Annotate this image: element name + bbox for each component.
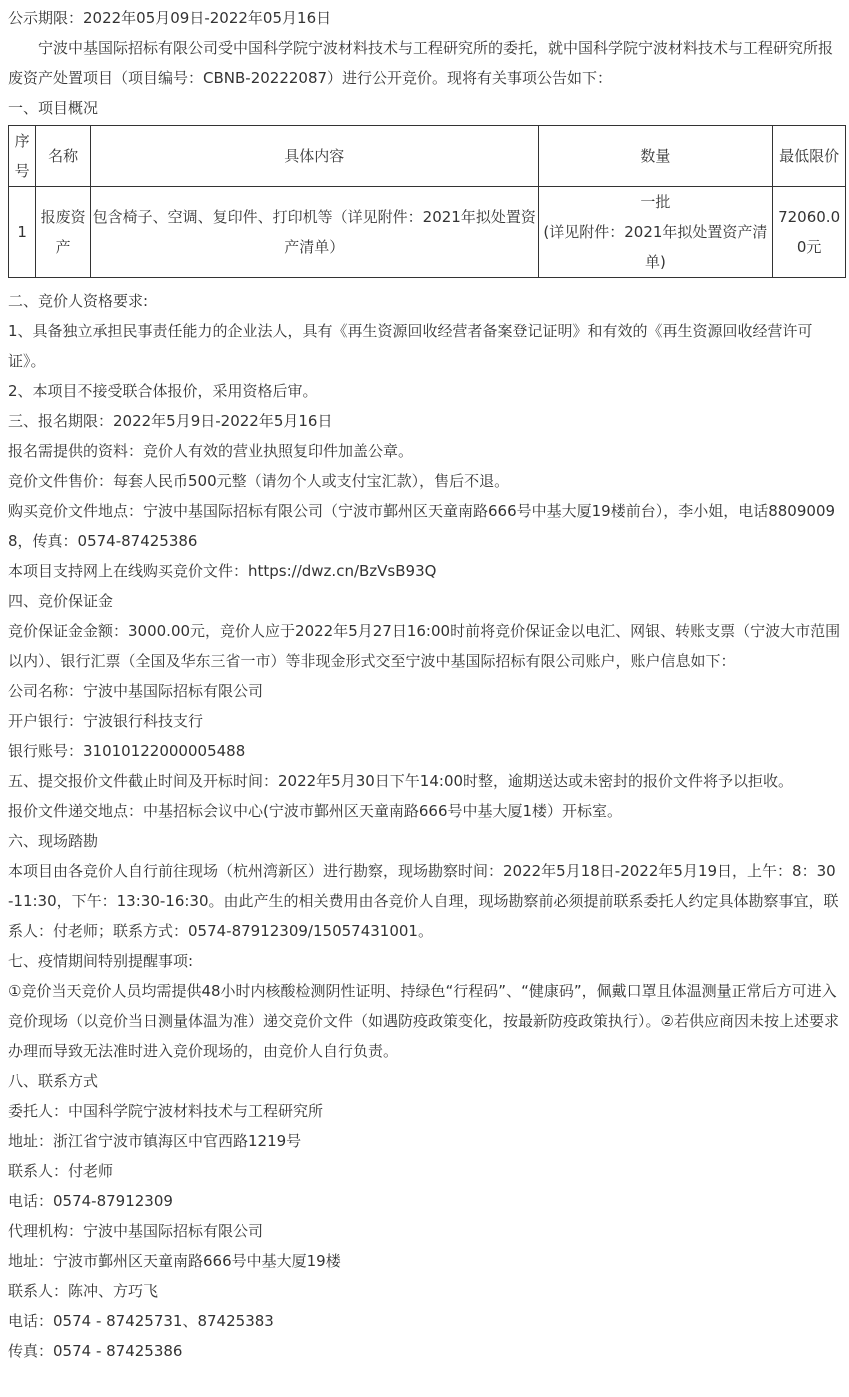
cell-min-price: 72060.00元 [773,187,846,278]
header-content: 具体内容 [90,126,538,187]
client-name: 委托人：中国科学院宁波材料技术与工程研究所 [8,1102,324,1120]
client-address: 地址：浙江省宁波市镇海区中官西路1219号 [8,1132,302,1150]
submission-location: 报价文件递交地点：中基招标会议中心(宁波市鄞州区天童南路666号中基大厦1楼）开标室。 [8,802,623,820]
agency-contact: 联系人：陈冲、方巧飞 [8,1282,159,1300]
quantity-line-1: 一批 [640,193,671,211]
agency-phone: 电话：0574 - 87425731、87425383 [8,1312,274,1330]
online-purchase-link[interactable]: 本项目支持网上在线购买竞价文件：https://dwz.cn/BzVsB93Q [8,562,437,580]
section-5-title: 五、提交报价文件截止时间及开标时间：2022年5月30日下午14:00时整，逾期送达或未密封的报价文件将予以拒收。 [8,772,794,790]
table-row [9,187,846,278]
section-4-title: 四、竞价保证金 [8,592,114,610]
agency-name: 代理机构：宁波中基国际招标有限公司 [8,1222,264,1240]
section-2-title: 二、竞价人资格要求: [8,292,149,310]
registration-materials: 报名需提供的资料：竞价人有效的营业执照复印件加盖公章。 [8,442,414,460]
site-visit-details: 本项目由各竞价人自行前往现场（杭州湾新区）进行勘察，现场勘察时间：2022年5月18日-2022年5月19日，上午：8：30-11:30，下午：13:30-16:30。由此产生的相关费用由各竞价人自理，现场勘察前必须提前联系委托人约定具体勘察事宜，联系人：付老师；联系方式：0574-87912309/15057431001。 [8,862,839,940]
project-table [8,125,846,278]
cell-quantity [538,187,773,278]
section-8-title: 八、联系方式 [8,1072,99,1090]
deposit-details: 竞价保证金金额：3000.00元，竞价人应于2022年5月27日16:00时前将竞价保证金以电汇、网银、转账支票（宁波大市范围以内）、银行汇票（全国及华东三省一市）等非现金形式交至宁波中基国际招标有限公司账户，账户信息如下： [8,622,841,670]
cell-no: 1 [9,187,36,278]
cell-content: 包含椅子、空调、复印件、打印机等（详见附件：2021年拟处置资产清单） [90,187,538,278]
requirement-2: 2、本项目不接受联合体报价，采用资格后审。 [8,382,318,400]
client-phone: 电话：0574-87912309 [8,1192,173,1210]
document-purchase-location: 购买竞价文件地点：宁波中基国际招标有限公司（宁波市鄞州区天童南路666号中基大厦19楼前台），李小姐，电话88090098，传真：0574-87425386 [8,502,836,550]
header-name: 名称 [36,126,91,187]
header-quantity: 数量 [538,126,773,187]
section-3-title: 三、报名期限：2022年5月9日-2022年5月16日 [8,412,333,430]
agency-address: 地址：宁波市鄞州区天童南路666号中基大厦19楼 [8,1252,341,1270]
client-contact: 联系人：付老师 [8,1162,114,1180]
requirement-1: 1、具备独立承担民事责任能力的企业法人，具有《再生资源回收经营者备案登记证明》和有效的《再生资源回收经营许可证》。 [8,322,813,370]
intro-paragraph: 宁波中基国际招标有限公司受中国科学院宁波材料技术与工程研究所的委托，就中国科学院宁波材料技术与工程研究所报废资产处置项目（项目编号：CBNB-20222087）进行公开竞价。现将有关事项公告如下： [8,39,834,87]
bank-name: 开户银行：宁波银行科技支行 [8,712,204,730]
epidemic-notice: ①竞价当天竞价人员均需提供48小时内核酸检测阴性证明、持绿色“行程码”、“健康码”，佩戴口罩且体温测量正常后方可进入竞价现场（以竞价当日测量体温为准）递交竞价文件（如遇防疫政策变化，按最新防疫政策执行）。②若供应商因未按上述要求办理而导致无法准时进入竞价现场的，由竞价人自行负责。 [8,982,839,1060]
cell-name: 报废资产 [36,187,91,278]
agency-fax: 传真：0574 - 87425386 [8,1342,183,1360]
bank-account: 银行账号：31010122000005488 [8,742,246,760]
document-price: 竞价文件售价：每套人民币500元整（请勿个人或支付宝汇款），售后不退。 [8,472,510,490]
section-7-title: 七、疫情期间特别提醒事项: [8,952,194,970]
company-name: 公司名称：宁波中基国际招标有限公司 [8,682,264,700]
header-no: 序号 [9,126,36,187]
header-min-price: 最低限价 [773,126,846,187]
table-header-row [9,126,846,187]
section-1-title: 一、项目概况 [8,99,99,117]
quantity-line-2: (详见附件：2021年拟处置资产清单) [543,223,768,271]
notice-period: 公示期限：2022年05月09日-2022年05月16日 [8,9,332,27]
section-6-title: 六、现场踏勘 [8,832,99,850]
